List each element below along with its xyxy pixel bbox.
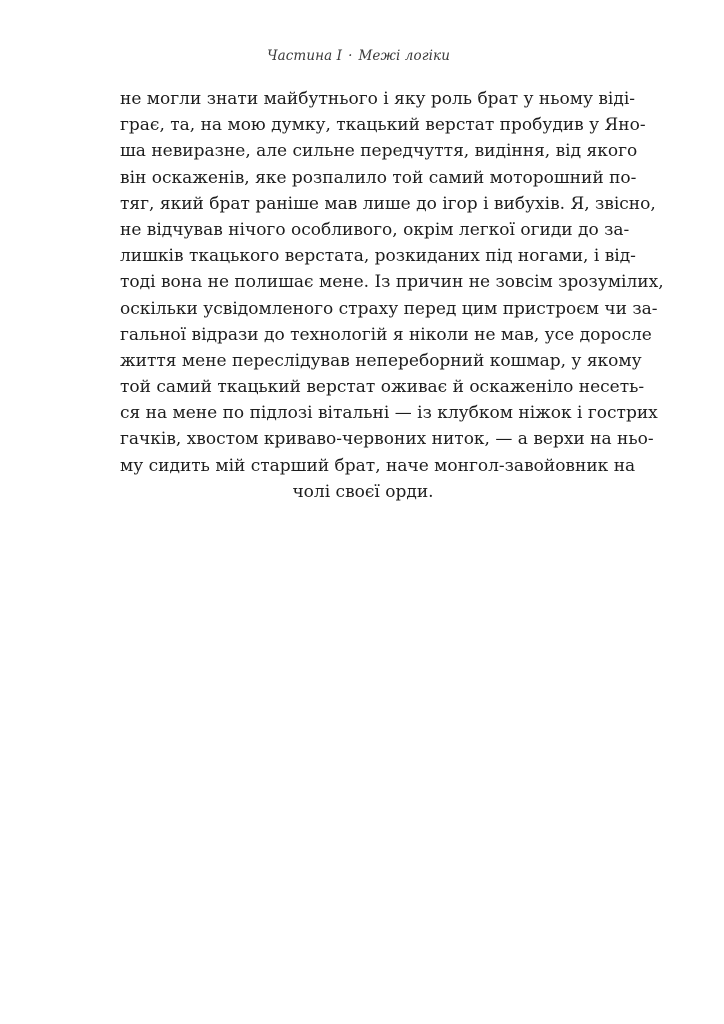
text-line: му сидить мій старший брат, наче монгол-завойовник на <box>120 455 636 476</box>
text-line: лишків ткацького верстата, розкиданих під ногами, і від- <box>120 246 636 267</box>
text-line: життя мене переслідував непереборний кошмар, у якому <box>120 350 642 371</box>
text-line: тоді вона не полишає мене. Із причин не зовсім зрозумілих, <box>120 272 664 293</box>
text-line: він оскаженів, яке розпалило той самий моторошний по- <box>120 167 637 188</box>
text-line: оскільки усвідомленого страху перед цим пристроєм чи за- <box>120 298 658 319</box>
text-line: не могли знати майбутнього і яку роль брат у ньому віді- <box>120 89 636 109</box>
running-head <box>267 48 450 64</box>
text-line: не відчував нічого особливого, окрім легкої огиди до за- <box>120 219 630 240</box>
text-line: ся на мене по підлозі вітальні — із клубком ніжок і гострих <box>120 403 658 424</box>
text-line: грає, та, на мою думку, ткацький верстат пробудив у Яно- <box>120 115 646 136</box>
text-line: тяг, який брат раніше мав лише до ігор і вибухів. Я, звісно, <box>120 193 656 214</box>
text-line: гачків, хвостом криваво-червоних ниток, — а верхи на ньо- <box>120 429 654 450</box>
running-head-part: Частина I <box>267 48 343 64</box>
text-line-last: чолі своєї орди. <box>292 481 434 502</box>
running-head-separator: · <box>348 48 353 64</box>
running-head-title: Межі логіки <box>358 48 450 64</box>
text-line: ша невиразне, але сильне передчуття, видіння, від якого <box>120 141 638 162</box>
text-line: гальної відрази до технологій я ніколи не мав, усе доросле <box>120 324 652 345</box>
body-paragraph <box>120 86 664 505</box>
text-line: той самий ткацький верстат оживає й оскаженіло несеть- <box>120 377 645 398</box>
